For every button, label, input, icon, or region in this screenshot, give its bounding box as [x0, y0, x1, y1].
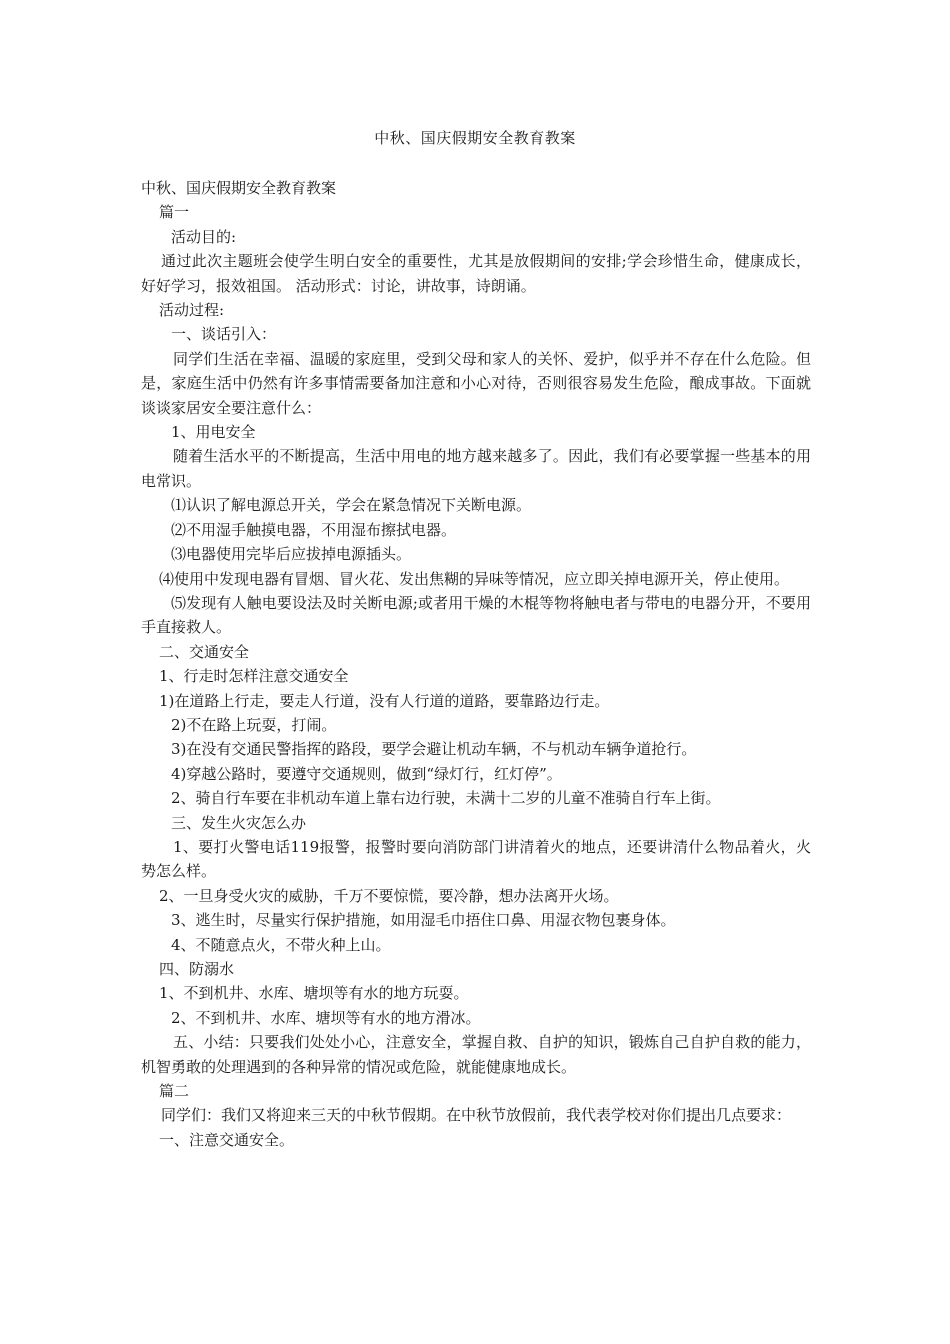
list-item: 1、要打火警电话119报警，报警时要向消防部门讲清着火的地点，还要讲清什么物品着火，火势怎么样。 [141, 837, 811, 881]
list-item: 1)在道路上行走，要走人行道，没有人行道的道路，要靠路边行走。 [159, 691, 610, 710]
paragraph: 一、谈话引入： [171, 325, 277, 344]
paragraph: 一、注意交通安全。 [159, 1130, 295, 1149]
section-heading: 三、发生火灾怎么办 [171, 813, 307, 832]
paragraph: 同学们：我们又将迎来三天的中秋节假期。在中秋节放假前，我代表学校对你们提出几点要求： [161, 1106, 792, 1125]
paragraph: 活动过程: [159, 301, 225, 320]
list-item: 3)在没有交通民警指挥的路段，要学会避让机动车辆，不与机动车辆争道抢行。 [171, 740, 697, 759]
document-body [141, 176, 811, 1152]
list-item: ⑴认识了解电源总开关，学会在紧急情况下关断电源。 [171, 496, 532, 515]
paragraph: 1、用电安全 [171, 423, 256, 442]
section-label-1: 篇一 [159, 203, 190, 222]
list-item: ⑷使用中发现电器有冒烟、冒火花、发出焦糊的异味等情况，应立即关掉电源开关，停止使用。 [159, 569, 790, 588]
list-item: 2)不在路上玩耍，打闹。 [171, 715, 337, 734]
paragraph: 1、行走时怎样注意交通安全 [159, 667, 349, 686]
list-item: 2、一旦身受火灾的威胁，千万不要惊慌，要冷静，想办法离开火场。 [159, 886, 619, 905]
list-item: ⑶电器使用完毕后应拔掉电源插头。 [171, 545, 412, 564]
list-item: 4、不随意点火，不带火种上山。 [171, 935, 391, 954]
paragraph: 同学们生活在幸福、温暖的家庭里，受到父母和家人的关怀、爱护，似乎并不存在什么危险。但是，家庭生活中仍然有许多事情需要备加注意和小心对待，否则很容易发生危险，酿成事故。下面就谈谈家居安全要注意什么： [141, 349, 811, 417]
section-heading: 四、防溺水 [159, 960, 235, 978]
document-title: 中秋、国庆假期安全教育教案 [374, 129, 576, 147]
section-label-2: 篇二 [159, 1082, 190, 1101]
list-item: ⑵不用湿手触摸电器，不用湿布擦拭电器。 [171, 520, 457, 539]
list-item: 4)穿越公路时，要遵守交通规则，做到“绿灯行，红灯停”。 [171, 764, 562, 783]
paragraph: 通过此次主题班会使学生明白安全的重要性，尤其是放假期间的安排;学会珍惜生命，健康成长，好好学习，报效祖国。 活动形式：讨论，讲故事，诗朗诵。 [141, 252, 811, 295]
list-item: 3、逃生时，尽量实行保护措施，如用湿毛巾捂住口鼻、用湿衣物包裹身体。 [171, 911, 676, 930]
heading-repeat: 中秋、国庆假期安全教育教案 [141, 179, 337, 197]
paragraph: 活动目的: [171, 227, 237, 246]
section-heading: 二、交通安全 [159, 642, 250, 661]
list-item: ⑸发现有人触电要设法及时关断电源;或者用干燥的木棍等物将触电者与带电的电器分开，不要用手直接救人。 [141, 593, 811, 637]
list-item: 2、骑自行车要在非机动车道上靠右边行驶，未满十二岁的儿童不准骑自行车上街。 [171, 789, 721, 808]
list-item: 2、不到机井、水库、塘坝等有水的地方滑冰。 [171, 1008, 481, 1027]
list-item: 1、不到机井、水库、塘坝等有水的地方玩耍。 [159, 984, 469, 1003]
paragraph: 随着生活水平的不断提高，生活中用电的地方越来越多了。因此，我们有必要掌握一些基本的用电常识。 [141, 447, 811, 490]
paragraph: 五、小结：只要我们处处小心，注意安全，掌握自救、自护的知识，锻炼自己自护自救的能力，机智勇敢的处理遇到的各种异常的情况或危险，就能健康地成长。 [141, 1033, 811, 1076]
